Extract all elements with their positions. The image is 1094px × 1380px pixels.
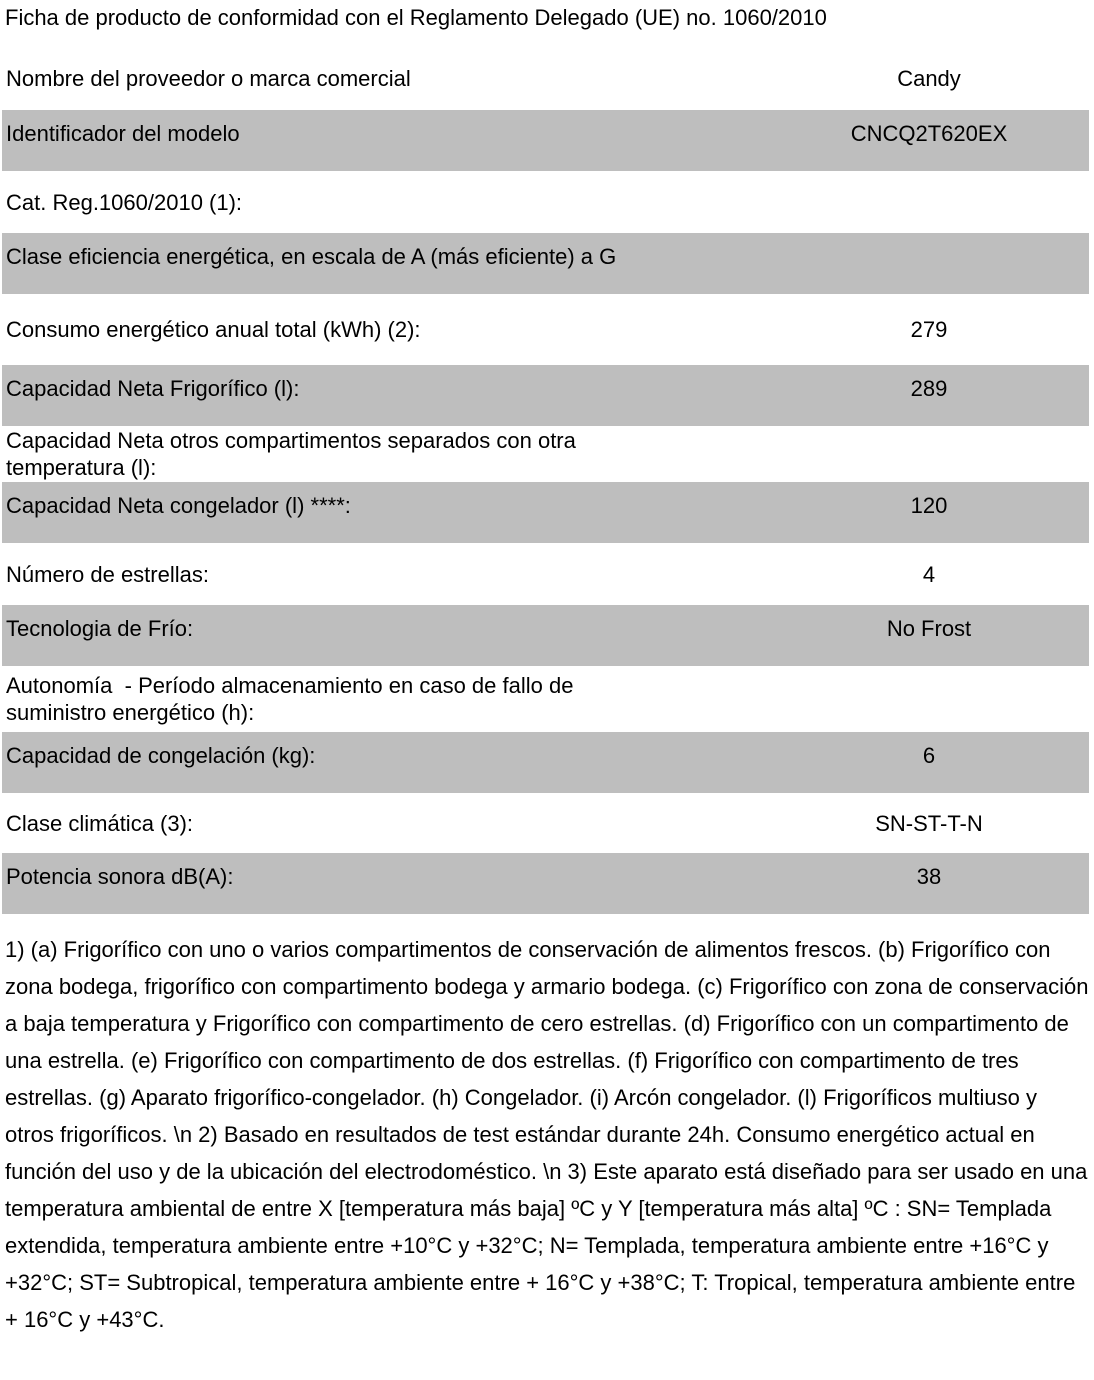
row-value: Candy: [897, 66, 961, 91]
footnotes-paragraph: 1) (a) Frigorífico con uno o varios compartimentos de conservación de alimentos frescos. (b) Frigorífico con zona bodega, frigorífico con compartimento bodega y armario bodega. (c) Frigorífico con zona de conservación a baja temperatura y Frigorífico con compartimento de cero estrellas. (d) Frigorífico con un compartimento de una estrella. (e) Frigorífico con compartimento de dos estrellas. (f) Frigorífico con compartimento de tres estrellas. (g) Aparato frigorífico-congelador. (h) Congelador. (i) Arcón congelador. (l) Frigoríficos multiuso y otros frigoríficos. \n 2) Basado en resultados de test estándar durante 24h. Consumo energético actual en función del uso y de la ubicación del electrodoméstico. \n 3) Este aparato está diseñado para ser usado en una temperatura ambiental de entre X [temperatura más baja] ºC y Y [temperatura más alta] ºC : SN= Templada extendida, temperatura ambiente entre +10°C y +32°C; N= Templada, temperatura ambiente entre +16°C y +32°C; ST= Subtropical, temperatura ambiente entre + 16°C y +38°C; T: Tropical, temperatura ambiente entre + 16°C y +43°C.: [5, 937, 1089, 1332]
table-row: [2, 47, 1089, 110]
row-value: 6: [922, 743, 936, 768]
row-value: CNCQ2T620EX: [850, 121, 1008, 146]
table-row: [2, 732, 1089, 793]
table-row: [2, 605, 1089, 666]
table-row: [2, 666, 1089, 732]
table-row: [2, 365, 1089, 426]
row-label: Autonomía - Período almacenamiento en caso de fallo de suministro energético (h):: [6, 673, 580, 725]
table-row: [2, 171, 1089, 233]
row-value: 120: [910, 493, 948, 518]
row-label: Consumo energético anual total (kWh) (2):: [6, 317, 421, 342]
row-value: No Frost: [886, 616, 972, 641]
row-value: 4: [922, 561, 936, 587]
row-label: Potencia sonora dB(A):: [6, 864, 234, 889]
row-value: SN-ST-T-N: [875, 810, 983, 836]
page-title: Ficha de producto de conformidad con el Reglamento Delegado (UE) no. 1060/2010: [5, 5, 827, 30]
row-label: Número de estrellas:: [6, 561, 209, 587]
row-label: Capacidad Neta otros compartimentos separados con otra temperatura (l):: [6, 428, 582, 480]
row-label: Tecnologia de Frío:: [6, 616, 194, 641]
row-label: Clase climática (3):: [6, 810, 194, 836]
row-label: Clase eficiencia energética, en escala de A (más eficiente) a G: [6, 244, 617, 269]
table-row: [2, 482, 1089, 543]
table-row: [2, 543, 1089, 605]
table-row: [2, 294, 1089, 365]
table-row: [2, 793, 1089, 853]
table-row: [2, 853, 1089, 914]
row-label: Cat. Reg.1060/2010 (1):: [6, 189, 243, 215]
product-fiche-table: [2, 47, 1089, 914]
table-row: [2, 426, 1089, 482]
row-label: Capacidad Neta congelador (l) ****:: [6, 493, 351, 518]
table-row: [2, 110, 1089, 171]
table-row: [2, 233, 1089, 294]
row-value: 38: [916, 864, 942, 889]
row-label: Capacidad Neta Frigorífico (l):: [6, 376, 300, 401]
row-value: 289: [910, 376, 948, 401]
row-value: 279: [910, 317, 948, 342]
row-label: Identificador del modelo: [6, 121, 240, 146]
row-label: Capacidad de congelación (kg):: [6, 743, 316, 768]
row-label: Nombre del proveedor o marca comercial: [6, 66, 411, 91]
